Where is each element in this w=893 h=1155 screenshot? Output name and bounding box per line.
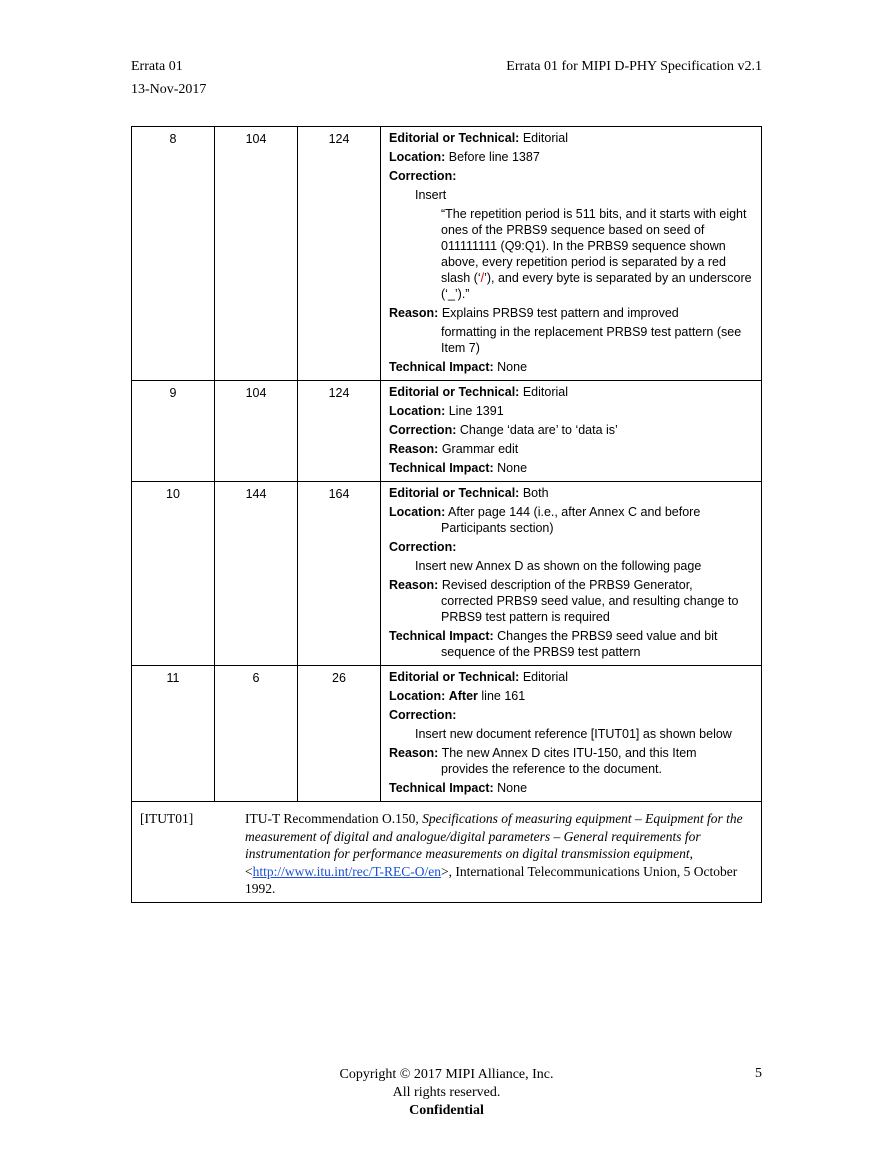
- reason-value: Explains PRBS9 test pattern and improved: [441, 306, 679, 320]
- reason-value: The new Annex D cites ITU-150, and this Item: [441, 746, 697, 760]
- editorial-value: Editorial: [522, 670, 569, 684]
- correction-quote: “The repetition period is 511 bits, and it starts with eight ones of the PRBS9 sequence based on seed of 011111111 (Q9:Q1). In the PRBS9 sequence shown above, every repetition period is separated by a red slash (‘/’), and every byte is separated by an underscore (‘_’).”: [441, 207, 752, 301]
- errata-details: [381, 381, 761, 481]
- reason-label: Reason:: [389, 306, 439, 320]
- item-number: 8: [132, 127, 215, 380]
- correction-text: Insert new Annex D as shown on the following page: [415, 559, 702, 573]
- impact-label: Technical Impact:: [389, 461, 494, 475]
- reference-entry: [132, 801, 761, 902]
- location-value: line 161: [481, 689, 526, 703]
- correction-label: Correction:: [389, 708, 457, 722]
- location-value: Line 1391: [448, 404, 504, 418]
- reference-tag: [ITUT01]: [140, 811, 194, 826]
- reason-label: Reason:: [389, 442, 439, 456]
- impact-label: Technical Impact:: [389, 629, 494, 643]
- item-number: 11: [132, 666, 215, 801]
- reason-value: Revised description of the PRBS9 Generator,: [441, 578, 693, 592]
- location-continuation: Participants section): [441, 521, 554, 535]
- pdf-page-number: 124: [298, 381, 381, 481]
- reason-value: Grammar edit: [441, 442, 519, 456]
- errata-details: [381, 666, 761, 801]
- rights-text: All rights reserved.: [392, 1085, 501, 1100]
- page-number: 104: [215, 381, 298, 481]
- location-label: Location:: [389, 689, 446, 703]
- correction-label: Correction:: [389, 169, 457, 183]
- header-doc-title: Errata 01 for MIPI D-PHY Specification v2.1: [506, 59, 762, 74]
- pdf-page-number: 26: [298, 666, 381, 801]
- table-row: [132, 127, 761, 381]
- errata-details: [381, 482, 761, 665]
- reason-continuation: provides the reference to the document.: [441, 762, 662, 776]
- editorial-value: Editorial: [522, 385, 569, 399]
- red-slash: /: [480, 271, 485, 285]
- reference-body: ITU-T Recommendation O.150, Specifications of measuring equipment – Equipment for the measurement of digital and analogue/digital parameters – General requirements for instrumentation for performance measurements on digital transmission equipment, <http://www.itu.int/rec/T-REC-O/en>, International Telecommunications Union, 5 October 1992.: [245, 811, 743, 896]
- reason-label: Reason:: [389, 746, 439, 760]
- table-row: [132, 482, 761, 666]
- location-label: Location:: [389, 150, 446, 164]
- impact-value: None: [497, 461, 528, 475]
- correction-label: Correction:: [389, 540, 457, 554]
- header-date: 13-Nov-2017: [131, 82, 207, 97]
- impact-value: None: [497, 360, 528, 374]
- header-doc-name: Errata 01: [131, 59, 183, 74]
- page-number: 144: [215, 482, 298, 665]
- location-label: Location:: [389, 505, 446, 519]
- confidential-label: Confidential: [409, 1103, 484, 1118]
- table-row: [132, 381, 761, 482]
- correction-action: Insert: [415, 188, 447, 202]
- correction-value: Change ‘data are’ to ‘data is’: [459, 423, 618, 437]
- impact-value: None: [497, 781, 528, 795]
- location-value: After page 144 (i.e., after Annex C and before: [448, 505, 701, 519]
- editorial-label: Editorial or Technical:: [389, 131, 520, 145]
- location-value: Before line 1387: [448, 150, 540, 164]
- page-number: 104: [215, 127, 298, 380]
- page-number-footer: 5: [755, 1066, 762, 1081]
- table-row: [132, 666, 761, 801]
- editorial-value: Editorial: [522, 131, 569, 145]
- errata-details: [381, 127, 761, 380]
- reference-link[interactable]: http://www.itu.int/rec/T-REC-O/en: [252, 863, 441, 879]
- correction-label: Correction:: [389, 423, 457, 437]
- item-number: 9: [132, 381, 215, 481]
- location-label: Location:: [389, 404, 446, 418]
- editorial-value: Both: [522, 486, 549, 500]
- item-number: 10: [132, 482, 215, 665]
- reason-label: Reason:: [389, 578, 439, 592]
- impact-continuation: sequence of the PRBS9 test pattern: [441, 645, 641, 659]
- copyright-text: Copyright © 2017 MIPI Alliance, Inc.: [339, 1067, 554, 1082]
- reason-continuation: corrected PRBS9 seed value, and resulting change to PRBS9 test pattern is required: [441, 594, 739, 624]
- pdf-page-number: 124: [298, 127, 381, 380]
- editorial-label: Editorial or Technical:: [389, 670, 520, 684]
- pdf-page-number: 164: [298, 482, 381, 665]
- impact-label: Technical Impact:: [389, 360, 494, 374]
- impact-value: Changes the PRBS9 seed value and bit: [497, 629, 718, 643]
- reference-title: Specifications of measuring equipment – Equipment for the measurement of digital and analogue/digital parameters – General requirements for instrumentation for performance measurements on digital transmission equipment: [245, 811, 743, 861]
- errata-table: [131, 126, 762, 903]
- editorial-label: Editorial or Technical:: [389, 385, 520, 399]
- page-number: 6: [215, 666, 298, 801]
- correction-text: Insert new document reference [ITUT01] as shown below: [415, 727, 732, 741]
- location-bold-value: After: [448, 689, 478, 703]
- editorial-label: Editorial or Technical:: [389, 486, 520, 500]
- reason-continuation: formatting in the replacement PRBS9 test pattern (see Item 7): [441, 325, 742, 355]
- impact-label: Technical Impact:: [389, 781, 494, 795]
